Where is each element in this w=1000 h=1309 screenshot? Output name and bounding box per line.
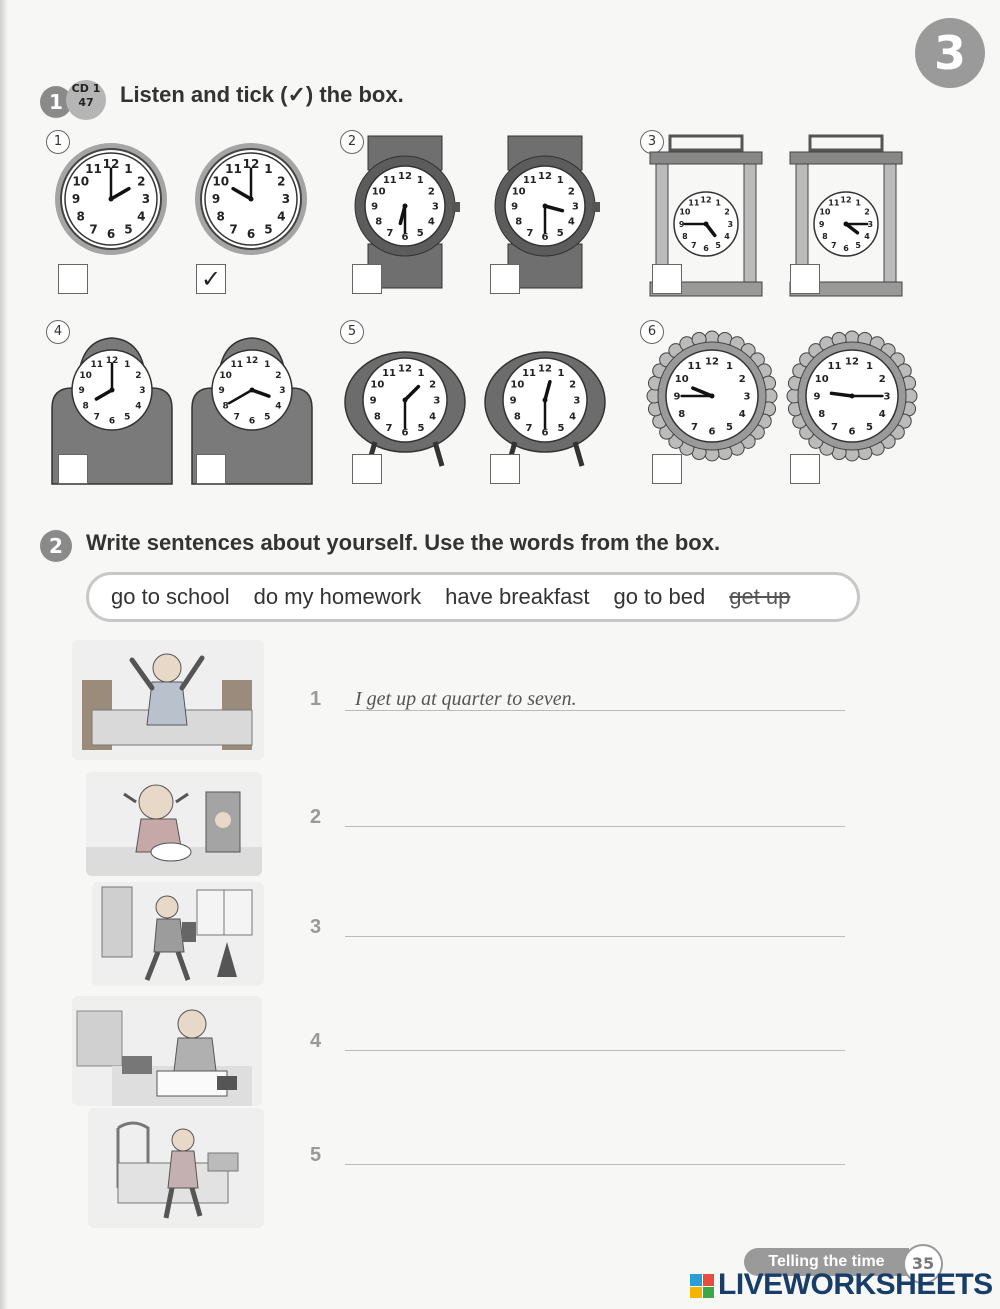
scene-waking-up — [72, 640, 264, 760]
clock-numeral: 3 — [433, 395, 441, 407]
clock-numeral: 4 — [878, 408, 886, 420]
clock-numeral: 8 — [513, 411, 521, 423]
clock-numeral: 7 — [93, 412, 100, 423]
clock-numeral: 5 — [264, 412, 271, 423]
clock-numeral: 11 — [382, 175, 397, 187]
girl-going-to-bed-illustration — [88, 1108, 264, 1228]
clock-numeral: 6 — [708, 426, 716, 438]
clock-numeral: 3 — [571, 201, 579, 213]
clock-numeral: 8 — [678, 408, 686, 420]
tick-box-q6-1[interactable] — [652, 454, 682, 484]
clock-numeral: 3 — [883, 391, 891, 403]
scene-breakfast — [86, 772, 262, 876]
tick-box-q1-1[interactable] — [58, 264, 88, 294]
clock-numeral: 10 — [371, 186, 386, 198]
clock-numeral: 11 — [522, 175, 537, 187]
clock-numeral: 5 — [855, 240, 861, 250]
clock-numeral: 12 — [245, 355, 259, 366]
line-number-3: 3 — [310, 916, 322, 938]
clock-numeral: 7 — [233, 412, 240, 423]
clock-numeral: 10 — [72, 174, 90, 189]
clock-numeral: 7 — [831, 240, 837, 250]
clock-numeral: 12 — [398, 171, 412, 183]
carriage-top — [790, 152, 902, 164]
clock-numeral: 8 — [76, 209, 85, 224]
clock-numeral: 1 — [715, 198, 721, 208]
clock-numeral: 10 — [219, 370, 232, 381]
clock-numeral: 3 — [139, 386, 146, 397]
clock-numeral: 2 — [738, 374, 746, 386]
clock-numeral: 5 — [416, 227, 424, 239]
girl-having-breakfast-illustration — [86, 772, 262, 876]
clock-numeral: 3 — [141, 192, 151, 207]
clock-numeral: 8 — [515, 216, 523, 228]
clock-numeral: 11 — [828, 198, 840, 208]
clock-numeral: 2 — [135, 370, 142, 381]
clock-numeral: 5 — [124, 412, 131, 423]
clock-numeral: 3 — [281, 192, 291, 207]
exercise-1-number: 1 — [40, 86, 72, 118]
question-number-1: 1 — [46, 130, 70, 154]
clock-numeral: 11 — [827, 361, 842, 373]
clock-numeral: 6 — [848, 426, 856, 438]
clock-center — [543, 398, 548, 403]
question-number-5: 5 — [340, 320, 364, 344]
clock-numeral: 9 — [78, 386, 85, 397]
answer-line-3[interactable] — [345, 908, 845, 937]
line-number-1: 1 — [310, 688, 322, 710]
clock-numeral: 9 — [818, 219, 825, 229]
clock-center — [110, 388, 115, 393]
clock-numeral: 5 — [715, 240, 721, 250]
clock-numeral: 6 — [106, 227, 116, 242]
clock-numeral: 5 — [865, 421, 873, 433]
tick-box-q2-1[interactable] — [352, 264, 382, 294]
clock-numeral: 8 — [818, 408, 826, 420]
clock-numeral: 2 — [277, 174, 286, 189]
clock-numeral: 6 — [541, 427, 549, 439]
clock-numeral: 4 — [724, 231, 730, 241]
clock-center — [403, 398, 408, 403]
clock-center — [844, 222, 849, 227]
watch-crown — [592, 202, 600, 212]
clock-numeral: 12 — [398, 363, 412, 375]
clock-numeral: 4 — [137, 209, 146, 224]
clock-numeral: 12 — [700, 195, 712, 205]
carriage-top — [650, 152, 762, 164]
clock-numeral: 2 — [864, 207, 870, 217]
clock-numeral: 6 — [108, 416, 116, 427]
clock-numeral: 1 — [417, 367, 425, 379]
word-box — [86, 572, 860, 622]
clock-numeral: 4 — [275, 401, 282, 412]
clock-numeral: 1 — [855, 198, 861, 208]
clock-numeral: 8 — [682, 231, 688, 241]
word-get-up-used: get up — [729, 584, 791, 609]
clock-numeral: 9 — [211, 192, 221, 207]
clock-numeral: 6 — [703, 244, 709, 254]
clock-numeral: 9 — [673, 391, 681, 403]
clock-numeral: 5 — [417, 423, 425, 435]
clock-center — [403, 204, 408, 209]
exercise-2-number: 2 — [40, 530, 72, 562]
clock-numeral: 10 — [511, 186, 526, 198]
carriage-pillar-right — [884, 164, 896, 282]
clock-numeral: 8 — [822, 231, 828, 241]
unit-badge: 3 — [915, 18, 985, 88]
clock-numeral: 1 — [124, 359, 131, 370]
scene-going-to-school — [92, 882, 264, 986]
clock-numeral: 12 — [105, 355, 119, 366]
clock-numeral: 6 — [248, 416, 256, 427]
alarm-leg-right — [575, 442, 582, 466]
clock-numeral: 1 — [556, 175, 564, 187]
clock-numeral: 1 — [865, 361, 873, 373]
clock-numeral: 4 — [277, 209, 286, 224]
tick-box-q6-2[interactable] — [790, 454, 820, 484]
exercise-2-instruction: Write sentences about yourself. Use the words from the box. — [86, 530, 721, 555]
liveworksheets-brand: LIVEWORKSHEETS — [718, 1268, 993, 1301]
clock-numeral: 10 — [819, 207, 831, 217]
question-number-2: 2 — [340, 130, 364, 154]
answer-line-5[interactable] — [345, 1136, 845, 1165]
clock-numeral: 1 — [557, 367, 565, 379]
clock-center — [543, 204, 548, 209]
clock-numeral: 9 — [71, 192, 81, 207]
clock-numeral: 8 — [216, 209, 225, 224]
clock-numeral: 9 — [369, 395, 377, 407]
clock-numeral: 9 — [218, 386, 225, 397]
clock-center — [704, 222, 709, 227]
clock-numeral: 12 — [242, 157, 260, 172]
clock-center — [109, 197, 114, 202]
tick-box-q3-1[interactable] — [652, 264, 682, 294]
question-number-3: 3 — [640, 130, 664, 154]
boy-going-to-school-illustration — [92, 882, 264, 986]
scene-homework — [72, 996, 262, 1106]
clock-numeral: 11 — [688, 198, 700, 208]
clock-numeral: 6 — [246, 227, 256, 242]
carriage-handle — [670, 136, 742, 150]
clock-numeral: 11 — [382, 367, 397, 379]
clock-numeral: 3 — [431, 201, 439, 213]
clock-numeral: 10 — [79, 370, 92, 381]
clock-numeral: 11 — [225, 161, 242, 176]
clock-numeral: 1 — [264, 161, 273, 176]
alarm-leg-right — [435, 442, 442, 466]
clock-numeral: 4 — [427, 216, 435, 228]
clock-center — [250, 388, 255, 393]
clock-numeral: 4 — [135, 401, 142, 412]
clock-numeral: 2 — [427, 186, 435, 198]
word-go-to-school: go to school — [111, 584, 230, 609]
clock-numeral: 10 — [674, 374, 689, 386]
clock-numeral: 2 — [137, 174, 146, 189]
boy-doing-homework-illustration — [72, 996, 262, 1106]
clock-numeral: 9 — [678, 219, 685, 229]
clock-numeral: 2 — [724, 207, 730, 217]
clock-numeral: 5 — [124, 222, 133, 237]
clock-numeral: 4 — [738, 408, 746, 420]
tick-box-q4-2[interactable] — [196, 454, 226, 484]
clock-numeral: 11 — [90, 359, 104, 370]
clock-numeral: 5 — [556, 227, 564, 239]
clock-numeral: 7 — [691, 240, 697, 250]
clock-numeral: 6 — [843, 244, 849, 254]
question-number-4: 4 — [46, 320, 70, 344]
answer-text-1: I get up at quarter to seven. — [355, 688, 577, 710]
clock-numeral: 12 — [840, 195, 852, 205]
clock-numeral: 2 — [567, 186, 575, 198]
clock-numeral: 8 — [375, 216, 383, 228]
tick-box-q5-2[interactable] — [490, 454, 520, 484]
clock-numeral: 4 — [567, 216, 575, 228]
clock-numeral: 11 — [522, 367, 537, 379]
clock-numeral: 6 — [401, 231, 409, 243]
clock-numeral: 10 — [510, 379, 525, 391]
clock-numeral: 11 — [85, 161, 102, 176]
carriage-pillar-right — [744, 164, 756, 282]
footer-topic: Telling the time — [744, 1248, 909, 1276]
clock-numeral: 12 — [845, 356, 859, 368]
clock-numeral: 8 — [222, 401, 229, 412]
clock-numeral: 9 — [509, 395, 517, 407]
clock-numeral: 7 — [691, 421, 699, 433]
clock-numeral: 2 — [275, 370, 282, 381]
clock-numeral: 8 — [82, 401, 89, 412]
page-number: 35 — [903, 1244, 943, 1284]
cd-track: 47 — [78, 96, 94, 109]
clock-center — [850, 394, 855, 399]
clock-numeral: 4 — [864, 231, 870, 241]
clock-numeral: 3 — [867, 219, 874, 229]
clock-numeral: 12 — [538, 171, 552, 183]
clock-numeral: 5 — [264, 222, 273, 237]
tick-box-q5-1[interactable] — [352, 454, 382, 484]
clock-numeral: 3 — [279, 386, 286, 397]
clock-numeral: 6 — [401, 427, 409, 439]
clock-numeral: 6 — [541, 231, 549, 243]
clock-numeral: 7 — [89, 222, 98, 237]
clock-numeral: 9 — [813, 391, 821, 403]
clock-center — [710, 394, 715, 399]
liveworksheets-logo-icon — [690, 1274, 714, 1298]
scene-going-to-bed — [88, 1108, 264, 1228]
clock-numeral: 2 — [429, 379, 437, 391]
word-have-breakfast: have breakfast — [445, 584, 590, 609]
clock-numeral: 5 — [725, 421, 733, 433]
tick-box-q3-2[interactable] — [790, 264, 820, 294]
question-number-6: 6 — [640, 320, 664, 344]
clock-numeral: 9 — [371, 201, 379, 213]
clock-numeral: 2 — [569, 379, 577, 391]
exercise-1-instruction: Listen and tick (✓) the box. — [120, 82, 404, 107]
clock-numeral: 5 — [557, 423, 565, 435]
clock-numeral: 11 — [230, 359, 244, 370]
tick-box-q4-1[interactable] — [58, 454, 88, 484]
word-go-to-bed: go to bed — [613, 584, 706, 609]
watch-crown — [452, 202, 460, 212]
clock-numeral: 10 — [679, 207, 691, 217]
clock-numeral: 7 — [229, 222, 238, 237]
tick-box-q1-2[interactable]: ✓ — [196, 264, 226, 294]
cd-icon — [66, 80, 106, 120]
line-number-2: 2 — [310, 806, 322, 828]
clock-numeral: 10 — [814, 374, 829, 386]
clock-numeral: 7 — [525, 423, 533, 435]
clock-numeral: 12 — [102, 157, 120, 172]
clock-numeral: 10 — [212, 174, 230, 189]
clock-numeral: 10 — [370, 379, 385, 391]
line-number-5: 5 — [310, 1144, 322, 1166]
clock-center — [249, 197, 254, 202]
clock-numeral: 2 — [878, 374, 886, 386]
clock-numeral: 1 — [416, 175, 424, 187]
clock-numeral: 1 — [725, 361, 733, 373]
clock-numeral: 7 — [386, 227, 394, 239]
clock-numeral: 8 — [373, 411, 381, 423]
clock-numeral: 9 — [511, 201, 519, 213]
clock-numeral: 7 — [526, 227, 534, 239]
answer-line-2[interactable] — [345, 798, 845, 827]
cd-label: CD 1 — [71, 82, 101, 95]
clock-numeral: 3 — [573, 395, 581, 407]
clock-numeral: 4 — [569, 411, 577, 423]
clock-numeral: 7 — [385, 423, 393, 435]
clock-numeral: 3 — [743, 391, 751, 403]
line-number-4: 4 — [310, 1030, 322, 1052]
carriage-handle — [810, 136, 882, 150]
clock-numeral: 7 — [831, 421, 839, 433]
clock-numeral: 4 — [429, 411, 437, 423]
clock-numeral: 12 — [705, 356, 719, 368]
clock-numeral: 11 — [687, 361, 702, 373]
answer-line-4[interactable] — [345, 1022, 845, 1051]
clock-numeral: 12 — [538, 363, 552, 375]
page-edge-shadow — [0, 0, 8, 1309]
word-do-my-homework: do my homework — [253, 584, 422, 609]
clock-numeral: 1 — [264, 359, 271, 370]
boy-waking-up-illustration — [72, 640, 264, 760]
tick-box-q2-2[interactable] — [490, 264, 520, 294]
clock-numeral: 1 — [124, 161, 133, 176]
clock-numeral: 3 — [727, 219, 734, 229]
